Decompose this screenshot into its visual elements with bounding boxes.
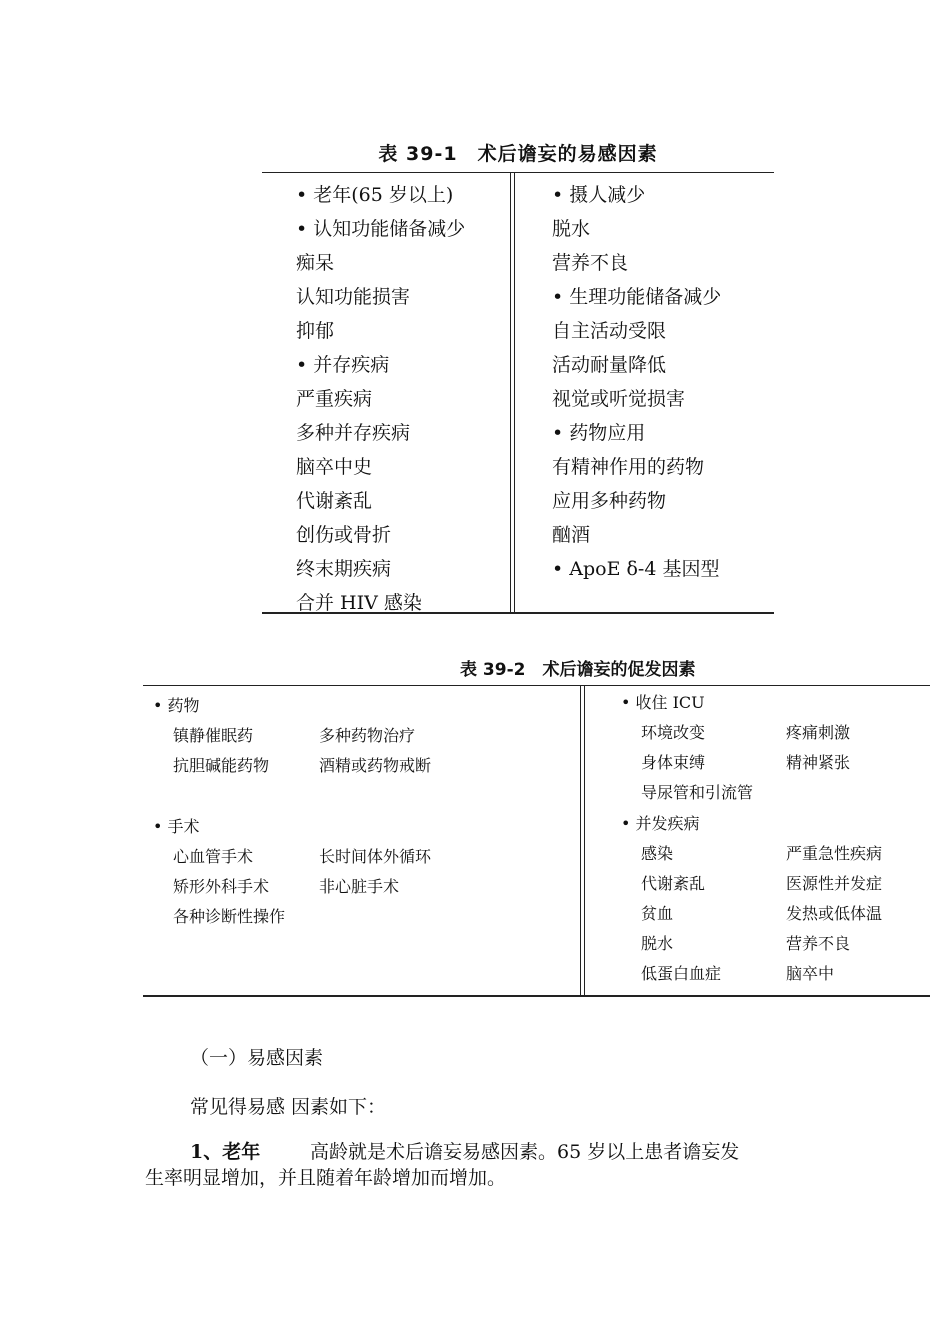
table2-column-divider [580, 685, 585, 997]
table1-left-item: 代谢紊乱 [296, 490, 373, 512]
table1-left-item: 合并 HIV 感染 [296, 592, 422, 614]
table1-left-item: • 认知功能储备减少 [296, 218, 466, 240]
table2-cell: 脑卒中 [786, 964, 835, 983]
table2-cell: 环境改变 [641, 723, 706, 742]
table2-cell: 营养不良 [786, 934, 851, 953]
table2 [143, 685, 930, 997]
table1-left-item: 脑卒中史 [296, 456, 373, 478]
table1-left-item: 严重疾病 [296, 388, 373, 410]
table2-cell: 镇静催眠药 [173, 726, 254, 745]
item1-text-line2: 生率明显增加，并且随着年龄增加而增加。 [145, 1167, 507, 1189]
table1-right-item: 应用多种药物 [552, 490, 667, 512]
table1-left-item: 终末期疾病 [296, 558, 392, 580]
table2-cell: 脱水 [641, 934, 674, 953]
table1-right-item: 酗酒 [552, 524, 591, 546]
table1-left-item: 抑郁 [296, 320, 335, 342]
table2-cell: 发热或低体温 [786, 904, 883, 923]
table1-left-item: • 老年(65 岁以上) [296, 184, 454, 206]
table2-cell: 抗胆碱能药物 [173, 756, 270, 775]
table2-cell: 感染 [641, 844, 674, 863]
table2-drugs-header: • 药物 [153, 696, 200, 715]
table1-right-column [552, 178, 721, 586]
table1-left-item: 认知功能损害 [296, 286, 411, 308]
table1-right-item: • 生理功能储备减少 [552, 286, 722, 308]
table2-title: 表 39-2 术后谵妄的促发因素 [460, 660, 696, 680]
table2-cell: 代谢紊乱 [641, 874, 706, 893]
table2-cell: 低蛋白血症 [641, 964, 722, 983]
table1-left-item: • 并存疾病 [296, 354, 390, 376]
table1-right-item: • 摄人减少 [552, 184, 646, 206]
table2-cell: 精神紧张 [786, 753, 851, 772]
table1-right-item: 营养不良 [552, 252, 629, 274]
table2-cell: 酒精或药物戒断 [319, 756, 432, 775]
section-heading: （一）易感因素 [190, 1047, 324, 1069]
table2-cell: 矫形外科手术 [173, 877, 270, 896]
table1-left-item: 痴呆 [296, 252, 335, 274]
table1-column-divider [510, 172, 515, 614]
table2-cell: 长时间体外循环 [319, 847, 432, 866]
table1-right-item: 有精神作用的药物 [552, 456, 705, 478]
item1-text-line1: 高龄就是术后谵妄易感因素。65 岁以上患者谵妄发 [310, 1141, 740, 1163]
item1-label: 1、老年 [190, 1141, 261, 1163]
table1-right-item: 活动耐量降低 [552, 354, 667, 376]
table2-bottom-rule [143, 995, 930, 997]
table2-cell: 医源性并发症 [786, 874, 883, 893]
table1 [262, 172, 774, 614]
table2-cell: 疼痛刺激 [786, 723, 851, 742]
table2-cell: 严重急性疾病 [786, 844, 883, 863]
table2-cell: 身体束缚 [641, 753, 706, 772]
table2-cell: 贫血 [641, 904, 674, 923]
table2-top-rule [143, 685, 930, 686]
table2-icu-header: • 收住 ICU [621, 693, 705, 712]
table2-cell: 各种诊断性操作 [173, 907, 286, 926]
table1-top-rule [262, 172, 774, 173]
table1-left-item: 多种并存疾病 [296, 422, 411, 444]
table1-title: 表 39-1 术后谵妄的易感因素 [378, 143, 658, 165]
table1-right-item: 自主活动受限 [552, 320, 667, 342]
table1-right-item: 视觉或听觉损害 [552, 388, 686, 410]
table2-cell: 非心脏手术 [319, 877, 400, 896]
table2-cell: 心血管手术 [173, 847, 254, 866]
table2-surgery-header: • 手术 [153, 817, 200, 836]
intro-text: 常见得易感 因素如下： [190, 1096, 387, 1118]
table1-right-item: • 药物应用 [552, 422, 646, 444]
table1-left-item: 创伤或骨折 [296, 524, 392, 546]
table2-cell: 导尿管和引流管 [641, 783, 754, 802]
table2-comorbid-header: • 并发疾病 [621, 814, 700, 833]
table2-cell: 多种药物治疗 [319, 726, 416, 745]
table1-left-column [296, 178, 465, 620]
table1-right-item: • ApoE δ-4 基因型 [552, 558, 720, 580]
table1-right-item: 脱水 [552, 218, 591, 240]
